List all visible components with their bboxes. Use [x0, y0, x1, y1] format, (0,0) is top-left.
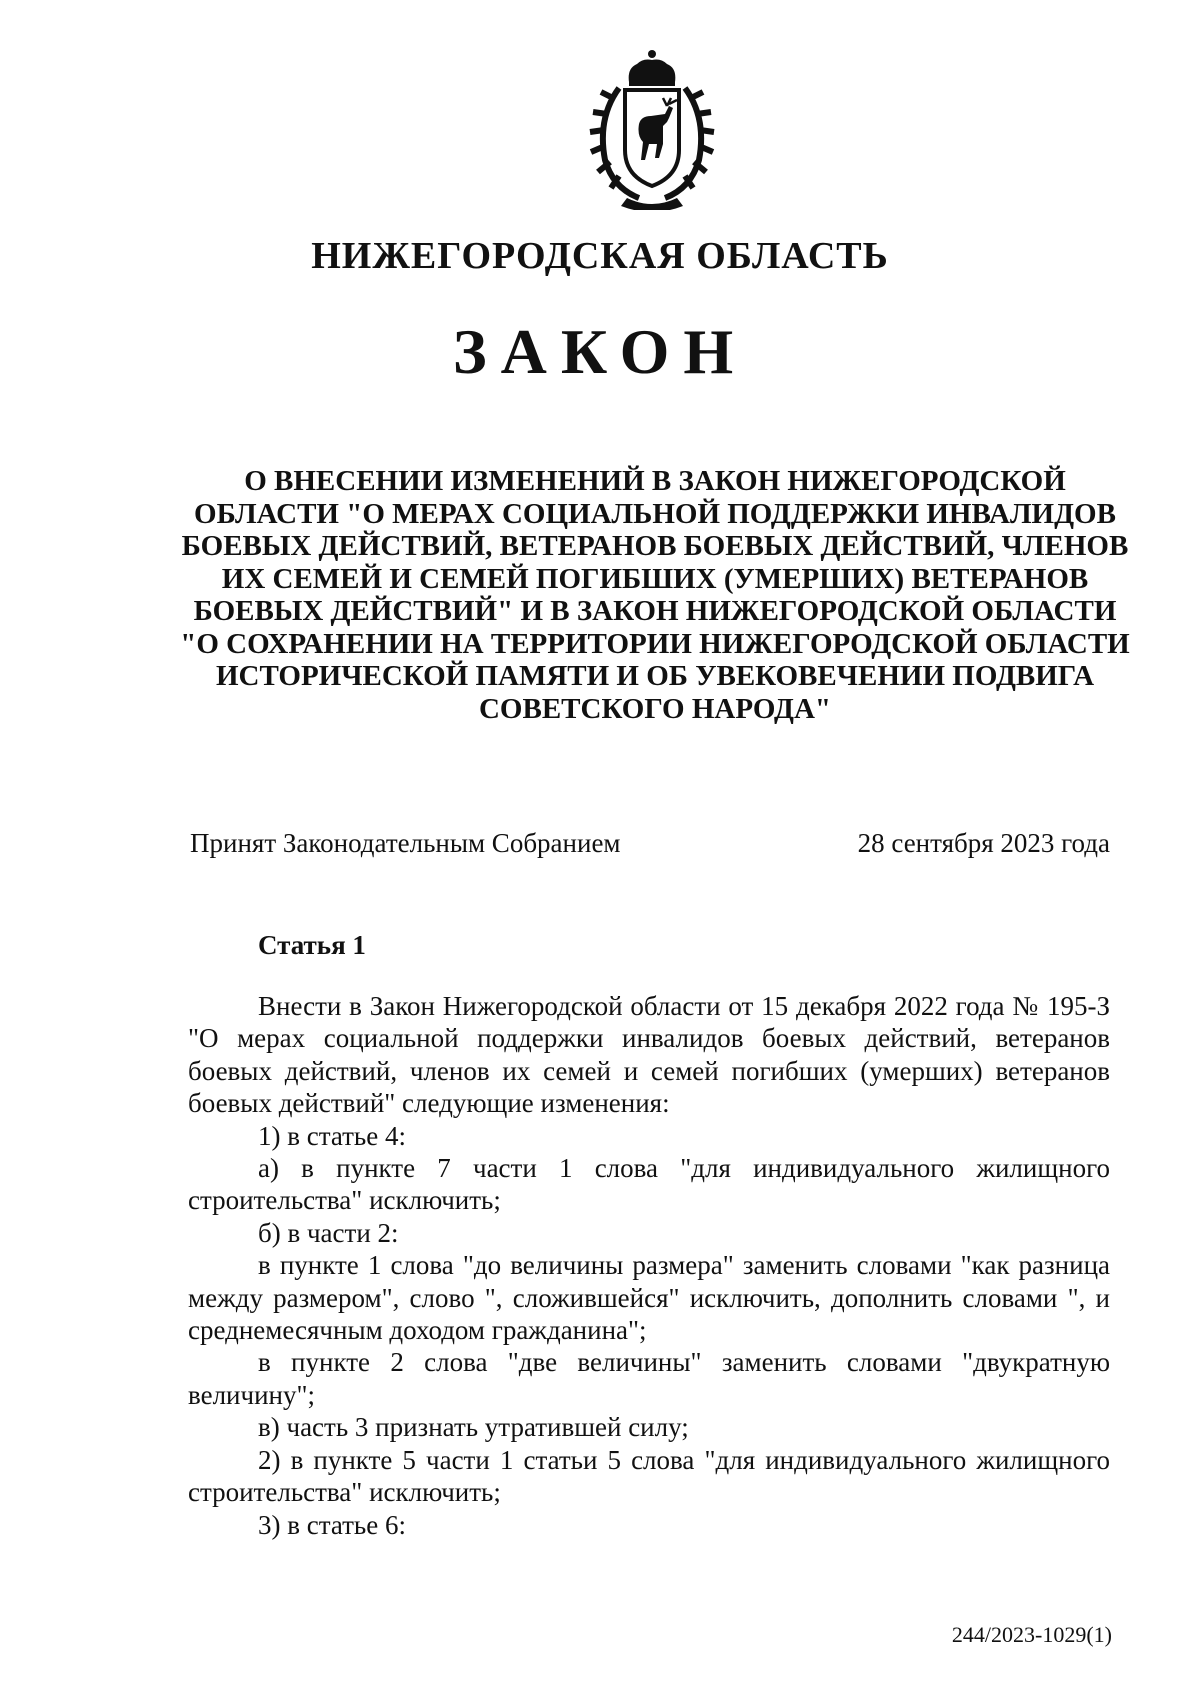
- article-paragraph: в пункте 1 слова "до величины размера" заменить словами "как разница между размером", слово ", сложившейся" исключить, дополнить словами ", и среднемесячным доходом гражданина";: [188, 1250, 1110, 1346]
- article-paragraph: 3) в статье 6:: [258, 1509, 406, 1540]
- adoption-line: [190, 828, 1110, 859]
- article-paragraph: 1) в статье 4:: [258, 1120, 406, 1151]
- adoption-label: Принят Законодательным Собранием: [190, 828, 621, 858]
- coat-of-arms-icon: [577, 48, 727, 210]
- article-paragraph: б) в части 2:: [258, 1217, 399, 1248]
- document-type: ЗАКОН: [452, 316, 748, 387]
- document-number: 244/2023-1029(1): [951, 1622, 1112, 1647]
- article-body: [188, 990, 1110, 1541]
- article-paragraph: Внести в Закон Нижегородской области от 15 декабря 2022 года № 195-З "О мерах социальной поддержки инвалидов боевых действий, ветеранов боевых действий, членов их семей и семей погибших (умерших) ветеранов боевых действий" следующие изменения:: [188, 991, 1110, 1119]
- article-paragraph: а) в пункте 7 части 1 слова "для индивидуального жилищного строительства" исключить;: [188, 1153, 1110, 1216]
- adoption-date: 28 сентября 2023 года: [857, 828, 1110, 858]
- article-paragraph: в) часть 3 признать утратившей силу;: [258, 1412, 689, 1443]
- article-paragraph: 2) в пункте 5 части 1 статьи 5 слова "для индивидуального жилищного строительства" исключить;: [188, 1444, 1110, 1508]
- article-paragraph: в пункте 2 слова "две величины" заменить словами "двукратную величину";: [188, 1347, 1110, 1410]
- region-name: НИЖЕГОРОДСКАЯ ОБЛАСТЬ: [311, 235, 889, 277]
- law-title: О ВНЕСЕНИИ ИЗМЕНЕНИЙ В ЗАКОН НИЖЕГОРОДСКОЙ ОБЛАСТИ "О МЕРАХ СОЦИАЛЬНОЙ ПОДДЕРЖКИ ИНВАЛИДОВ БОЕВЫХ ДЕЙСТВИЙ, ВЕТЕРАНОВ БОЕВЫХ ДЕЙСТВИЙ, ЧЛЕНОВ ИХ СЕМЕЙ И СЕМЕЙ ПОГИБШИХ (УМЕРШИХ) ВЕТЕРАНОВ БОЕВЫХ ДЕЙСТВИЙ" И В ЗАКОН НИЖЕГОРОДСКОЙ ОБЛАСТИ "О СОХРАНЕНИИ НА ТЕРРИТОРИИ НИЖЕГОРОДСКОЙ ОБЛАСТИ ИСТОРИЧЕСКОЙ ПАМЯТИ И ОБ УВЕКОВЕЧЕНИИ ПОДВИГА СОВЕТСКОГО НАРОДА": [180, 465, 1130, 725]
- article-heading: Статья 1: [258, 930, 366, 960]
